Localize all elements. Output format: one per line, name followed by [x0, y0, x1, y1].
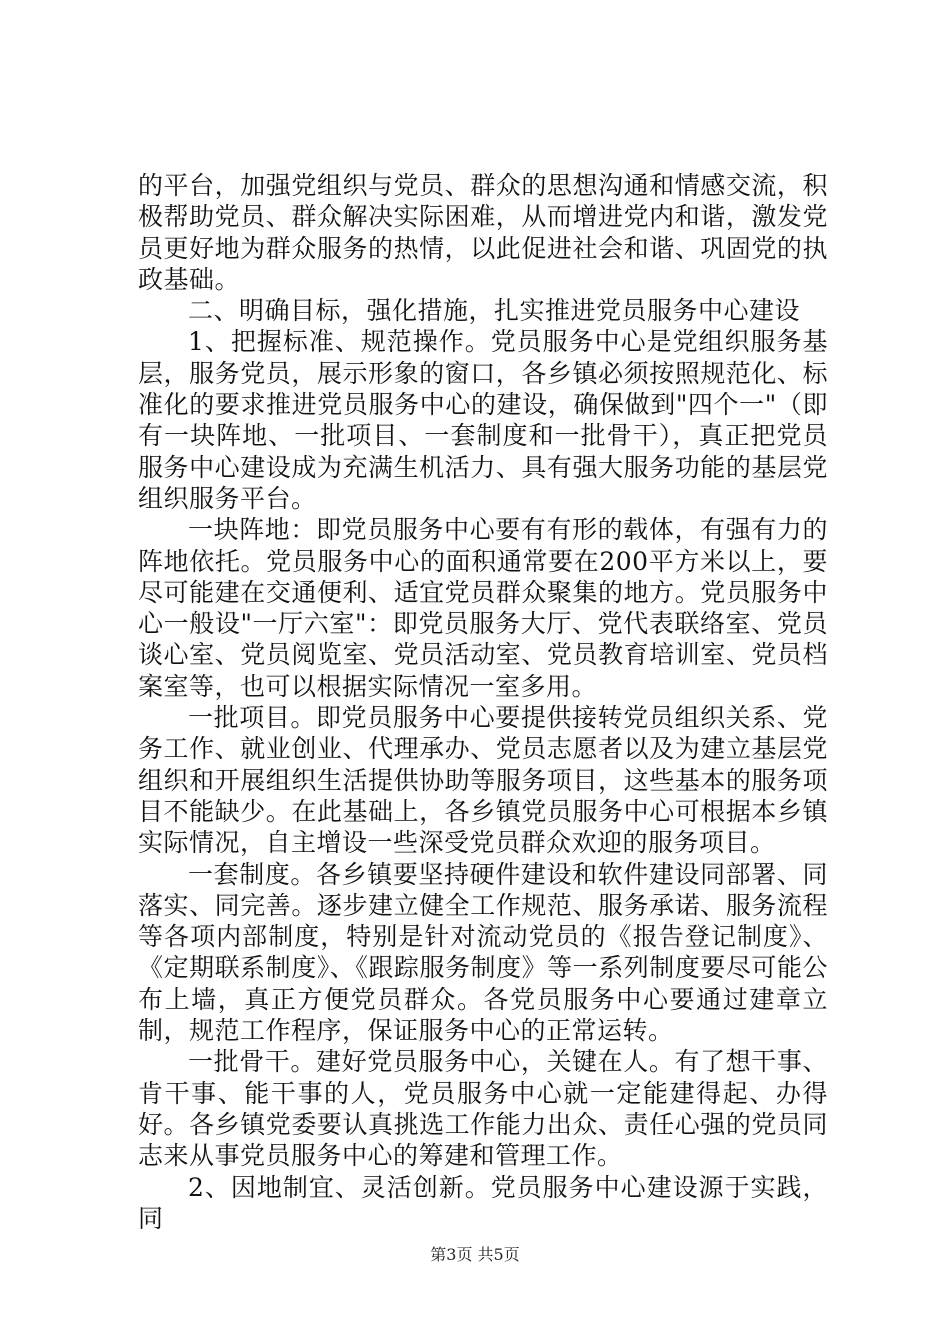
paragraph-staff: 一批骨干。建好党员服务中心，关键在人。有了想干事、肯干事、能干事的人，党员服务中心就一定能建得起、办得好。各乡镇党委要认真挑选工作能力出众、责任心强的党员同志来从事党员服务中心的筹建和管理工作。	[138, 1047, 828, 1171]
section-heading: 二、明确目标，强化措施，扎实推进党员服务中心建设	[188, 296, 801, 326]
document-body	[138, 170, 828, 1234]
paragraph-venue: 一块阵地：即党员服务中心要有有形的载体，有强有力的阵地依托。党员服务中心的面积通常要在200平方米以上，要尽可能建在交通便利、适宜党员群众聚集的地方。党员服务中心一般设"一厅六室"：即党员服务大厅、党代表联络室、党员谈心室、党员阅览室、党员活动室、党员教育培训室、党员档案室等，也可以根据实际情况一室多用。	[138, 515, 828, 701]
paragraph-standards: 1、把握标准、规范操作。党员服务中心是党组织服务基层，服务党员，展示形象的窗口，各乡镇必须按照规范化、标准化的要求推进党员服务中心的建设，确保做到"四个一"（即有一块阵地、一批项目、一套制度和一批骨干），真正把党员服务中心建设成为充满生机活力、具有强大服务功能的基层党组织服务平台。	[138, 327, 828, 513]
page-footer: 第3页 共5页	[430, 1245, 520, 1264]
paragraph-continued: 的平台，加强党组织与党员、群众的思想沟通和情感交流，积极帮助党员、群众解决实际困难，从而增进党内和谐，激发党员更好地为群众服务的热情，以此促进社会和谐、巩固党的执政基础。	[138, 171, 828, 294]
paragraph-system: 一套制度。各乡镇要坚持硬件建设和软件建设同部署、同落实、同完善。逐步建立健全工作规范、服务承诺、服务流程等各项内部制度，特别是针对流动党员的《报告登记制度》、《定期联系制度》、《跟踪服务制度》等一系列制度要尽可能公布上墙，真正方便党员群众。各党员服务中心要通过建章立制，规范工作程序，保证服务中心的正常运转。	[138, 859, 828, 1046]
paragraph-innovation: 2、因地制宜、灵活创新。党员服务中心建设源于实践，同	[138, 1172, 828, 1233]
paragraph-projects: 一批项目。即党员服务中心要提供接转党员组织关系、党务工作、就业创业、代理承办、党员志愿者以及为建立基层党组织和开展组织生活提供协助等服务项目，这些基本的服务项目不能缺少。在此基础上，各乡镇党员服务中心可根据本乡镇实际情况，自主增设一些深受党员群众欢迎的服务项目。	[138, 703, 828, 858]
